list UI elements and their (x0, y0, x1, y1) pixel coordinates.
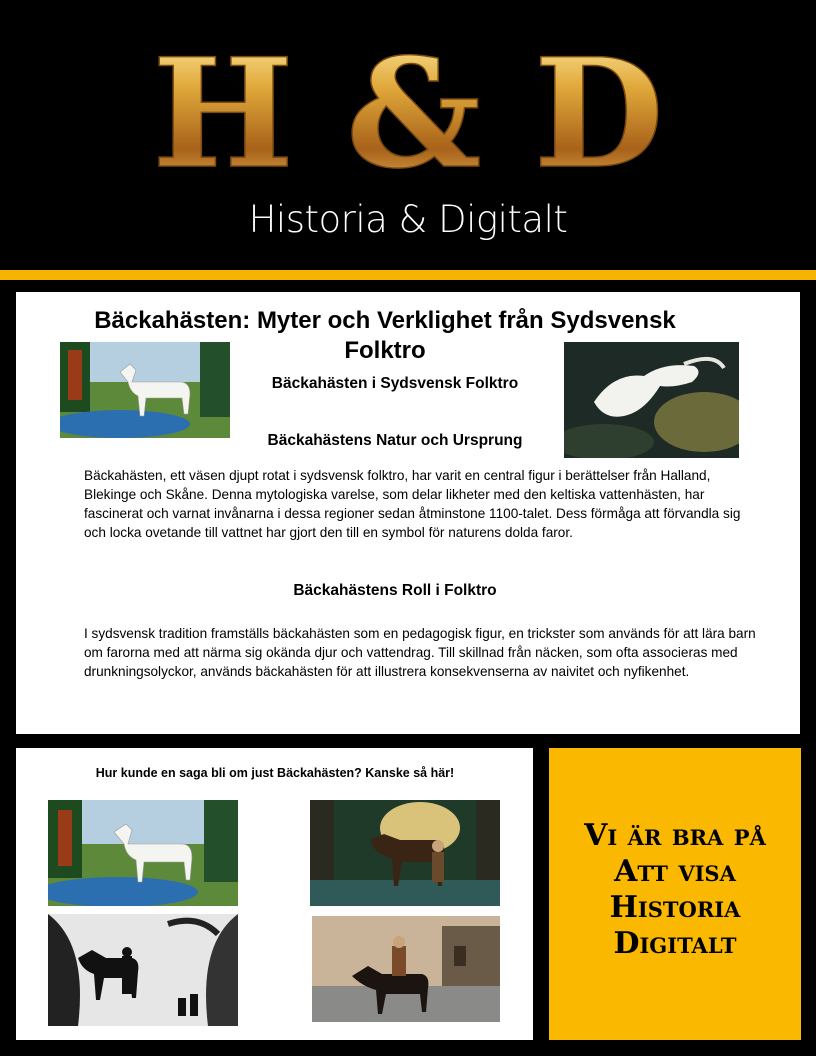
logo (0, 18, 816, 198)
story-image-silhouette (48, 914, 238, 1026)
cta-line-2: Att visa (614, 854, 736, 889)
article-title: Bäckahästen: Myter och Verklighet från Sydsvensk Folktro (94, 307, 676, 364)
section2-heading: Bäckahästens Roll i Folktro (293, 582, 497, 599)
water-horse-painting (564, 342, 739, 458)
cta-text (549, 818, 801, 962)
white-horse-image (60, 342, 230, 438)
story-heading: Hur kunde en saga bli om just Bäckahästen? Kanske så här! (95, 766, 455, 780)
tagline: Historia & Digitalt (248, 198, 568, 241)
story-image-dark-horse-forest (310, 800, 500, 906)
cta-line-4: Digitalt (613, 926, 737, 961)
story-image-white-horse (48, 800, 238, 906)
logo-text: H & D (152, 26, 664, 198)
article-subtitle: Bäckahästen i Sydsvensk Folktro (271, 375, 519, 392)
cta-line-3: Historia (609, 890, 741, 925)
section1-text: Bäckahästen, ett väsen djupt rotat i sydsvensk folktro, har varit en central figur i berättelser från Halland, Blekinge och Skåne. Denna mytologiska varelse, som delar likheter med den keltiska vattenhästen, har fascinerat och varnat invånarna i dessa regioner sedan åtminstone 1100-talet. Dess förmåga att förvandla sig och locka ovetande till vattnet har gjort den till en symbol för naturens dolda faror. (84, 468, 741, 540)
header (0, 0, 816, 270)
cta-line-1: Vi är bra på (584, 818, 766, 853)
section1-heading: Bäckahästens Natur och Ursprung (267, 432, 523, 449)
gold-divider (0, 270, 816, 280)
story-image-rider-water (312, 916, 500, 1022)
section2-text: I sydsvensk tradition framställs bäckahästen som en pedagogisk figur, en trickster som används för att lära barn om farorna med att närma sig okända djur och vattendrag. Till skillnad från näcken, som ofta associeras med drunkningsolyckor, används bäckahästen för att illustrera konsekvenserna av naivitet och nyfikenhet. (84, 626, 756, 679)
